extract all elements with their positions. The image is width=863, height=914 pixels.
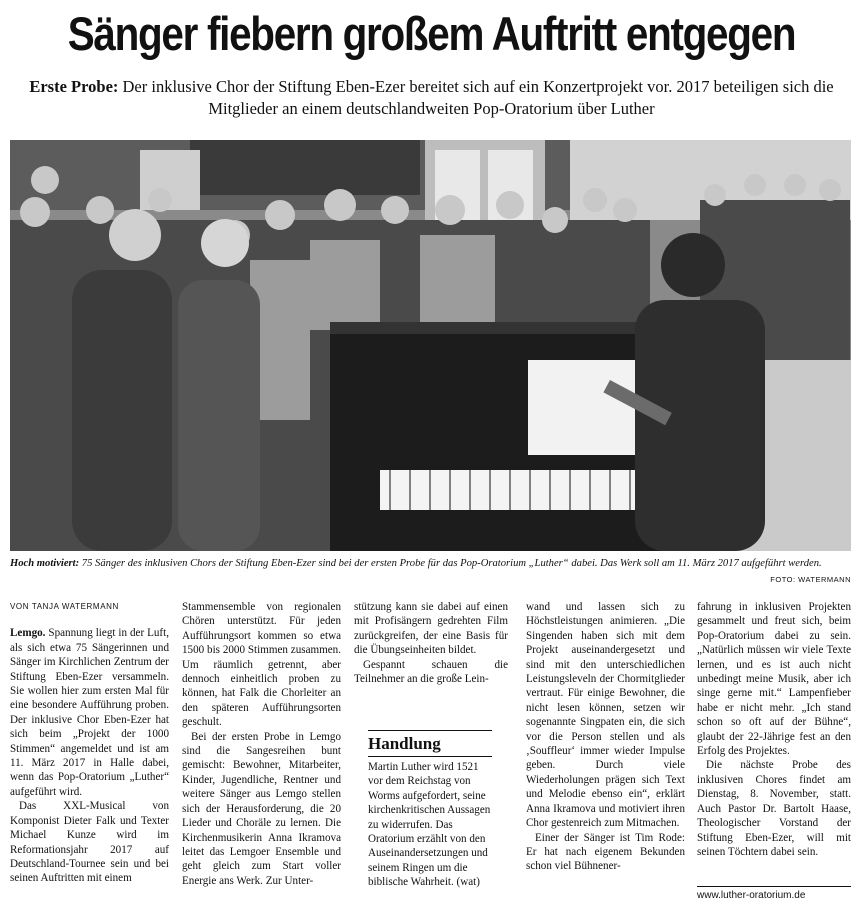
box-top-rule xyxy=(368,730,492,731)
column-4 xyxy=(526,600,685,900)
deck-kicker: Erste Probe: xyxy=(29,77,119,96)
choir-photo xyxy=(10,140,851,551)
column-1 xyxy=(10,600,169,900)
col3-paragraph-1: stützung kann sie dabei auf einen mit Profisängern gedrehten Film zurückgreifen, der eine Basis für die Übungseinheiten bildet. xyxy=(354,601,508,657)
deck xyxy=(14,76,849,120)
col4-paragraph-1: wand und lassen sich zu Höchstleistungen animieren. „Die Singenden haben sich mit dem Projekt auseinandergesetzt und sind mit den unterschiedlichen Leistungsleveln der Chormitglieder vertraut. Für einige Bewohner, die nicht lesen können, setzen wir sogenannte Singpaten ein, die sich vor die Person stellen und als ‚Souffleur‘ immer wieder Impulse geben. Durch viele Wiederholungen prägen sich Text und Melodie ebenso ein“, erklärt Anna Ikramova und motiviert ihren Chor gestenreich zum Mitmachen. xyxy=(526,601,685,830)
choir-photo-illustration xyxy=(10,140,851,551)
dateline: Lemgo. xyxy=(10,627,46,640)
handlung-box xyxy=(368,730,494,890)
caption-text: 75 Sänger des inklusiven Chors der Stiftung Eben-Ezer sind bei der ersten Probe für das Pop-Oratorium „Luther“ dabei. Das Werk soll am 11. März 2017 aufgeführt werden. xyxy=(79,558,822,569)
column-2 xyxy=(182,600,341,900)
photo-credit: FOTO: WATERMANN xyxy=(770,575,851,584)
photo-caption xyxy=(10,557,851,571)
col2-paragraph-2: Bei der ersten Probe in Lemgo sind die Sangesreihen bunt gemischt: Bewohner, Mitarbeiter, Kinder, Jugendliche, Rentner und weitere Sänger aus Lemgo stellen sich der Herausforderung, die 20 Lieder und Choräle zu lernen. Die Kirchenmusikerin Anna Ikramova leitet das Lemgoer Ensemble und geht gleich zum Start voller Energie ans Werk. Zur Unter- xyxy=(182,730,341,887)
col1-paragraph-1 xyxy=(10,626,169,799)
col3-paragraph-2: Gespannt schauen die Teilnehmer an die große Lein- xyxy=(354,658,508,686)
box-title-rule xyxy=(368,756,492,757)
col1-p1-text: Spannung liegt in der Luft, als sich etwa 75 Sängerinnen und Sänger im Kirchlichen Zentrum der Stiftung Eben-Ezer versammeln. Sie wollen hier zum ersten Mal für eine besondere Aufführung proben. Der inklusive Chor Eben-Ezer hat sich beim „Projekt der 1000 Stimmen“ angemeldet und ist am 11. März 2017 in Halle dabei, wenn das Pop-Oratorium „Luther“ aufgeführt wird. xyxy=(10,627,169,798)
column-3 xyxy=(354,600,508,730)
byline: VON TANJA WATERMANN xyxy=(10,602,119,611)
col2-paragraph-1: Stammensemble von regionalen Chören unterstützt. Für jeden Aufführungsort kommen so etwa 1500 bis 2000 Stimmen zusammen. Um räumlich getrennt, aber dennoch einheitlich proben zu können, hat Falk die Chorleiter an den späteren Aufführungsorten geschult. xyxy=(182,601,341,729)
col4-paragraph-2: Einer der Sänger ist Tim Rode: Er hat nach eigenem Bekunden schon viel Bühnener- xyxy=(526,831,685,873)
caption-kicker: Hoch motiviert: xyxy=(10,558,80,569)
box-text: Martin Luther wird 1521 vor dem Reichstag von Worms aufgefordert, seine kirchenkritischen Aussagen zu widerrufen. Das Oratorium erzählt von den Auseinandersetzungen und seinem Ringen um die biblische Wahrheit. (wat) xyxy=(368,761,491,889)
column-5 xyxy=(697,600,851,882)
headline: Sänger fiebern großem Auftritt entgegen xyxy=(67,7,796,60)
website-link[interactable]: www.luther-oratorium.de xyxy=(697,886,851,901)
col1-paragraph-2: Das XXL-Musical von Komponist Dieter Falk und Texter Michael Kunze wird im Reformationsjahr 2017 auf Deutschland-Tournee sein und bei seinen Auftritten mit einem xyxy=(10,800,169,885)
box-title: Handlung xyxy=(368,734,441,753)
col5-paragraph-2: Die nächste Probe des inklusiven Chores findet am Dienstag, 8. November, statt. Auch Pastor Dr. Bartolt Haase, Theologischer Vorstand der Stiftung Eben-Ezer, will mit seinen Töchtern dabei sein. xyxy=(697,759,851,858)
col5-paragraph-1: fahrung in inklusiven Projekten gesammelt und freut sich, beim Pop-Oratorium dabei zu sein. „Natürlich müssen wir viele Texte lernen, und es ist auch nicht unbedingt meine Musik, aber ich singe gerne mit.“ Lampenfieber habe er nicht mehr. „Ich stand schon so oft auf der Bühne“, glaubt der 22-Jährige fest an den Erfolg des Projektes. xyxy=(697,601,851,758)
deck-text: Der inklusive Chor der Stiftung Eben-Ezer bereitet sich auf ein Konzertprojekt vor. 2017 beteiligen sich die Mitglieder an einem deutschlandweiten Pop-Oratorium über Luther xyxy=(118,77,834,118)
